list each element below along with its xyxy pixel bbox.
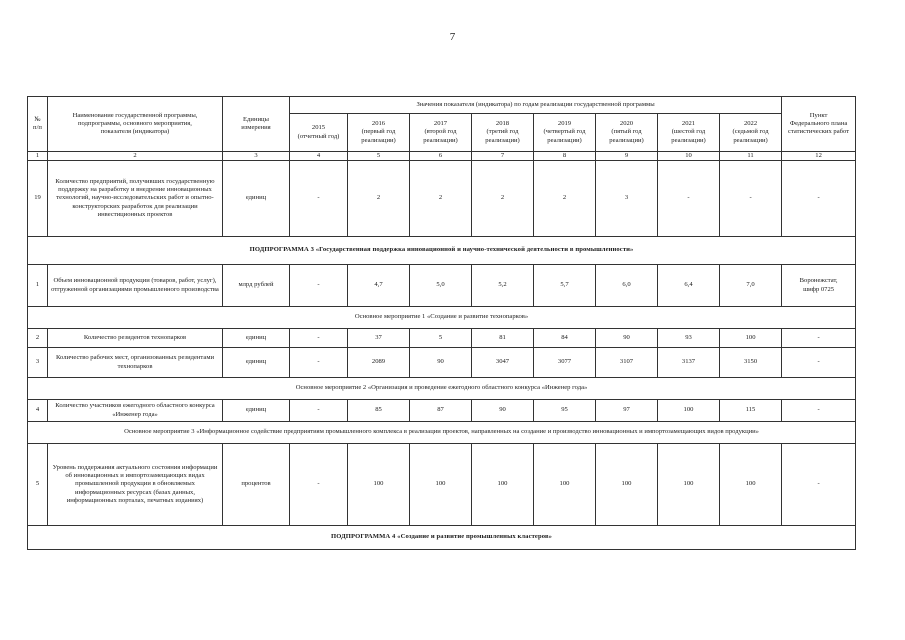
row-number: 19: [28, 161, 48, 237]
section-title: Основное мероприятие 2 «Организация и проведение ежегодного областного конкурса «Инженер года»: [28, 378, 856, 400]
header-plan: Пункт Федерального плана статистических работ: [782, 97, 856, 152]
section-row: [28, 307, 856, 329]
table-row: [28, 348, 856, 378]
table-row: [28, 444, 856, 526]
column-number: 1: [28, 152, 48, 161]
header-year: 2021 (шестой год реализации): [658, 114, 720, 152]
indicator-name: Уровень поддержания актуального состояния информации об инновационных и импортозамещающих видах промышленной продукции в обновляемых информационных ресурсах (базах данных, информационных порталах, печатных изданиях): [48, 444, 223, 526]
value-cell: 2: [348, 161, 410, 237]
header-unit: Единицы измерения: [223, 97, 290, 152]
plan-cell: -: [782, 400, 856, 422]
column-number: 10: [658, 152, 720, 161]
value-cell: -: [658, 161, 720, 237]
value-cell: 3077: [534, 348, 596, 378]
section-row: [28, 378, 856, 400]
value-cell: 84: [534, 329, 596, 348]
header-year: 2022 (седьмой год реализации): [720, 114, 782, 152]
header-year: 2019 (четвертый год реализации): [534, 114, 596, 152]
value-cell: -: [290, 348, 348, 378]
table-row: [28, 400, 856, 422]
value-cell: 100: [658, 444, 720, 526]
column-number: 9: [596, 152, 658, 161]
value-cell: 37: [348, 329, 410, 348]
plan-cell: -: [782, 161, 856, 237]
unit-cell: единиц: [223, 161, 290, 237]
value-cell: 81: [472, 329, 534, 348]
section-title: Основное мероприятие 1 «Создание и развитие технопарков»: [28, 307, 856, 329]
value-cell: 85: [348, 400, 410, 422]
value-cell: 4,7: [348, 265, 410, 307]
value-cell: 3: [596, 161, 658, 237]
header-year: 2015 (отчетный год): [290, 114, 348, 152]
row-number: 3: [28, 348, 48, 378]
value-cell: 5,0: [410, 265, 472, 307]
unit-cell: единиц: [223, 329, 290, 348]
value-cell: 7,0: [720, 265, 782, 307]
value-cell: 3150: [720, 348, 782, 378]
section-title: Основное мероприятие 3 «Информационное содействие предприятиям промышленного комплекса в реализации проектов, направленных на создание и производство инновационных и импортозамещающих видов продукции»: [28, 422, 856, 444]
subprogram-title: ПОДПРОГРАММА 3 «Государственная поддержка инновационной и научно-технической деятельности в промышленности»: [28, 237, 856, 265]
column-number: 12: [782, 152, 856, 161]
value-cell: 100: [658, 400, 720, 422]
column-number: 11: [720, 152, 782, 161]
indicator-name: Объем инновационной продукции (товаров, работ, услуг), отгруженной организациями промышленного производства: [48, 265, 223, 307]
row-number: 5: [28, 444, 48, 526]
table-row: [28, 329, 856, 348]
header-year: 2018 (третий год реализации): [472, 114, 534, 152]
plan-cell: -: [782, 329, 856, 348]
indicator-name: Количество рабочих мест, организованных резидентами технопарков: [48, 348, 223, 378]
value-cell: 93: [658, 329, 720, 348]
value-cell: 5,2: [472, 265, 534, 307]
header-year: 2020 (пятый год реализации): [596, 114, 658, 152]
column-number: 2: [48, 152, 223, 161]
value-cell: 97: [596, 400, 658, 422]
unit-cell: процентов: [223, 444, 290, 526]
value-cell: 90: [472, 400, 534, 422]
row-number: 4: [28, 400, 48, 422]
row-number: 2: [28, 329, 48, 348]
header-name: Наименование государственной программы, подпрограммы, основного мероприятия, показателя (индикатора): [48, 97, 223, 152]
indicator-name: Количество резидентов технопарков: [48, 329, 223, 348]
section-row: [28, 422, 856, 444]
plan-cell: -: [782, 348, 856, 378]
header-year: 2017 (второй год реализации): [410, 114, 472, 152]
value-cell: 2: [472, 161, 534, 237]
table-row: [28, 265, 856, 307]
unit-cell: млрд рублей: [223, 265, 290, 307]
value-cell: -: [720, 161, 782, 237]
indicator-name: Количество участников ежегодного областного конкурса «Инженер года»: [48, 400, 223, 422]
value-cell: 100: [720, 444, 782, 526]
page-number: 7: [449, 31, 456, 43]
value-cell: 90: [596, 329, 658, 348]
column-number: 6: [410, 152, 472, 161]
subprogram-row: [28, 526, 856, 550]
value-cell: -: [290, 400, 348, 422]
value-cell: -: [290, 265, 348, 307]
value-cell: -: [290, 444, 348, 526]
value-cell: 115: [720, 400, 782, 422]
indicator-table: [27, 96, 856, 550]
subprogram-row: [28, 237, 856, 265]
value-cell: 90: [410, 348, 472, 378]
value-cell: 100: [596, 444, 658, 526]
unit-cell: единиц: [223, 348, 290, 378]
value-cell: 5: [410, 329, 472, 348]
plan-cell: -: [782, 444, 856, 526]
column-number: 4: [290, 152, 348, 161]
value-cell: 100: [720, 329, 782, 348]
column-number: 8: [534, 152, 596, 161]
value-cell: 100: [534, 444, 596, 526]
value-cell: 87: [410, 400, 472, 422]
indicator-name: Количество предприятий, получивших государственную поддержку на разработку и внедрение инновационных технологий, научно-исследовательских работ и опытно-конструкторских разработок для реализации инвестиционных проектов: [48, 161, 223, 237]
row-number: 1: [28, 265, 48, 307]
value-cell: 100: [472, 444, 534, 526]
value-cell: 2: [410, 161, 472, 237]
subprogram-title: ПОДПРОГРАММА 4 «Создание и развитие промышленных кластеров»: [28, 526, 856, 550]
value-cell: 95: [534, 400, 596, 422]
header-row-top: [28, 97, 856, 114]
column-number: 5: [348, 152, 410, 161]
header-num: № п/п: [28, 97, 48, 152]
value-cell: 3107: [596, 348, 658, 378]
value-cell: 2089: [348, 348, 410, 378]
value-cell: 3137: [658, 348, 720, 378]
plan-cell: Воронежстат, шифр 0725: [782, 265, 856, 307]
value-cell: 2: [534, 161, 596, 237]
column-number: 3: [223, 152, 290, 161]
value-cell: 100: [410, 444, 472, 526]
header-year: 2016 (первый год реализации): [348, 114, 410, 152]
value-cell: -: [290, 161, 348, 237]
column-number: 7: [472, 152, 534, 161]
value-cell: 6,0: [596, 265, 658, 307]
value-cell: -: [290, 329, 348, 348]
value-cell: 5,7: [534, 265, 596, 307]
value-cell: 6,4: [658, 265, 720, 307]
unit-cell: единиц: [223, 400, 290, 422]
column-number-row: [28, 152, 856, 161]
value-cell: 100: [348, 444, 410, 526]
header-values-group: Значения показателя (индикатора) по годам реализации государственной программы: [290, 97, 782, 114]
value-cell: 3047: [472, 348, 534, 378]
table-row: [28, 161, 856, 237]
